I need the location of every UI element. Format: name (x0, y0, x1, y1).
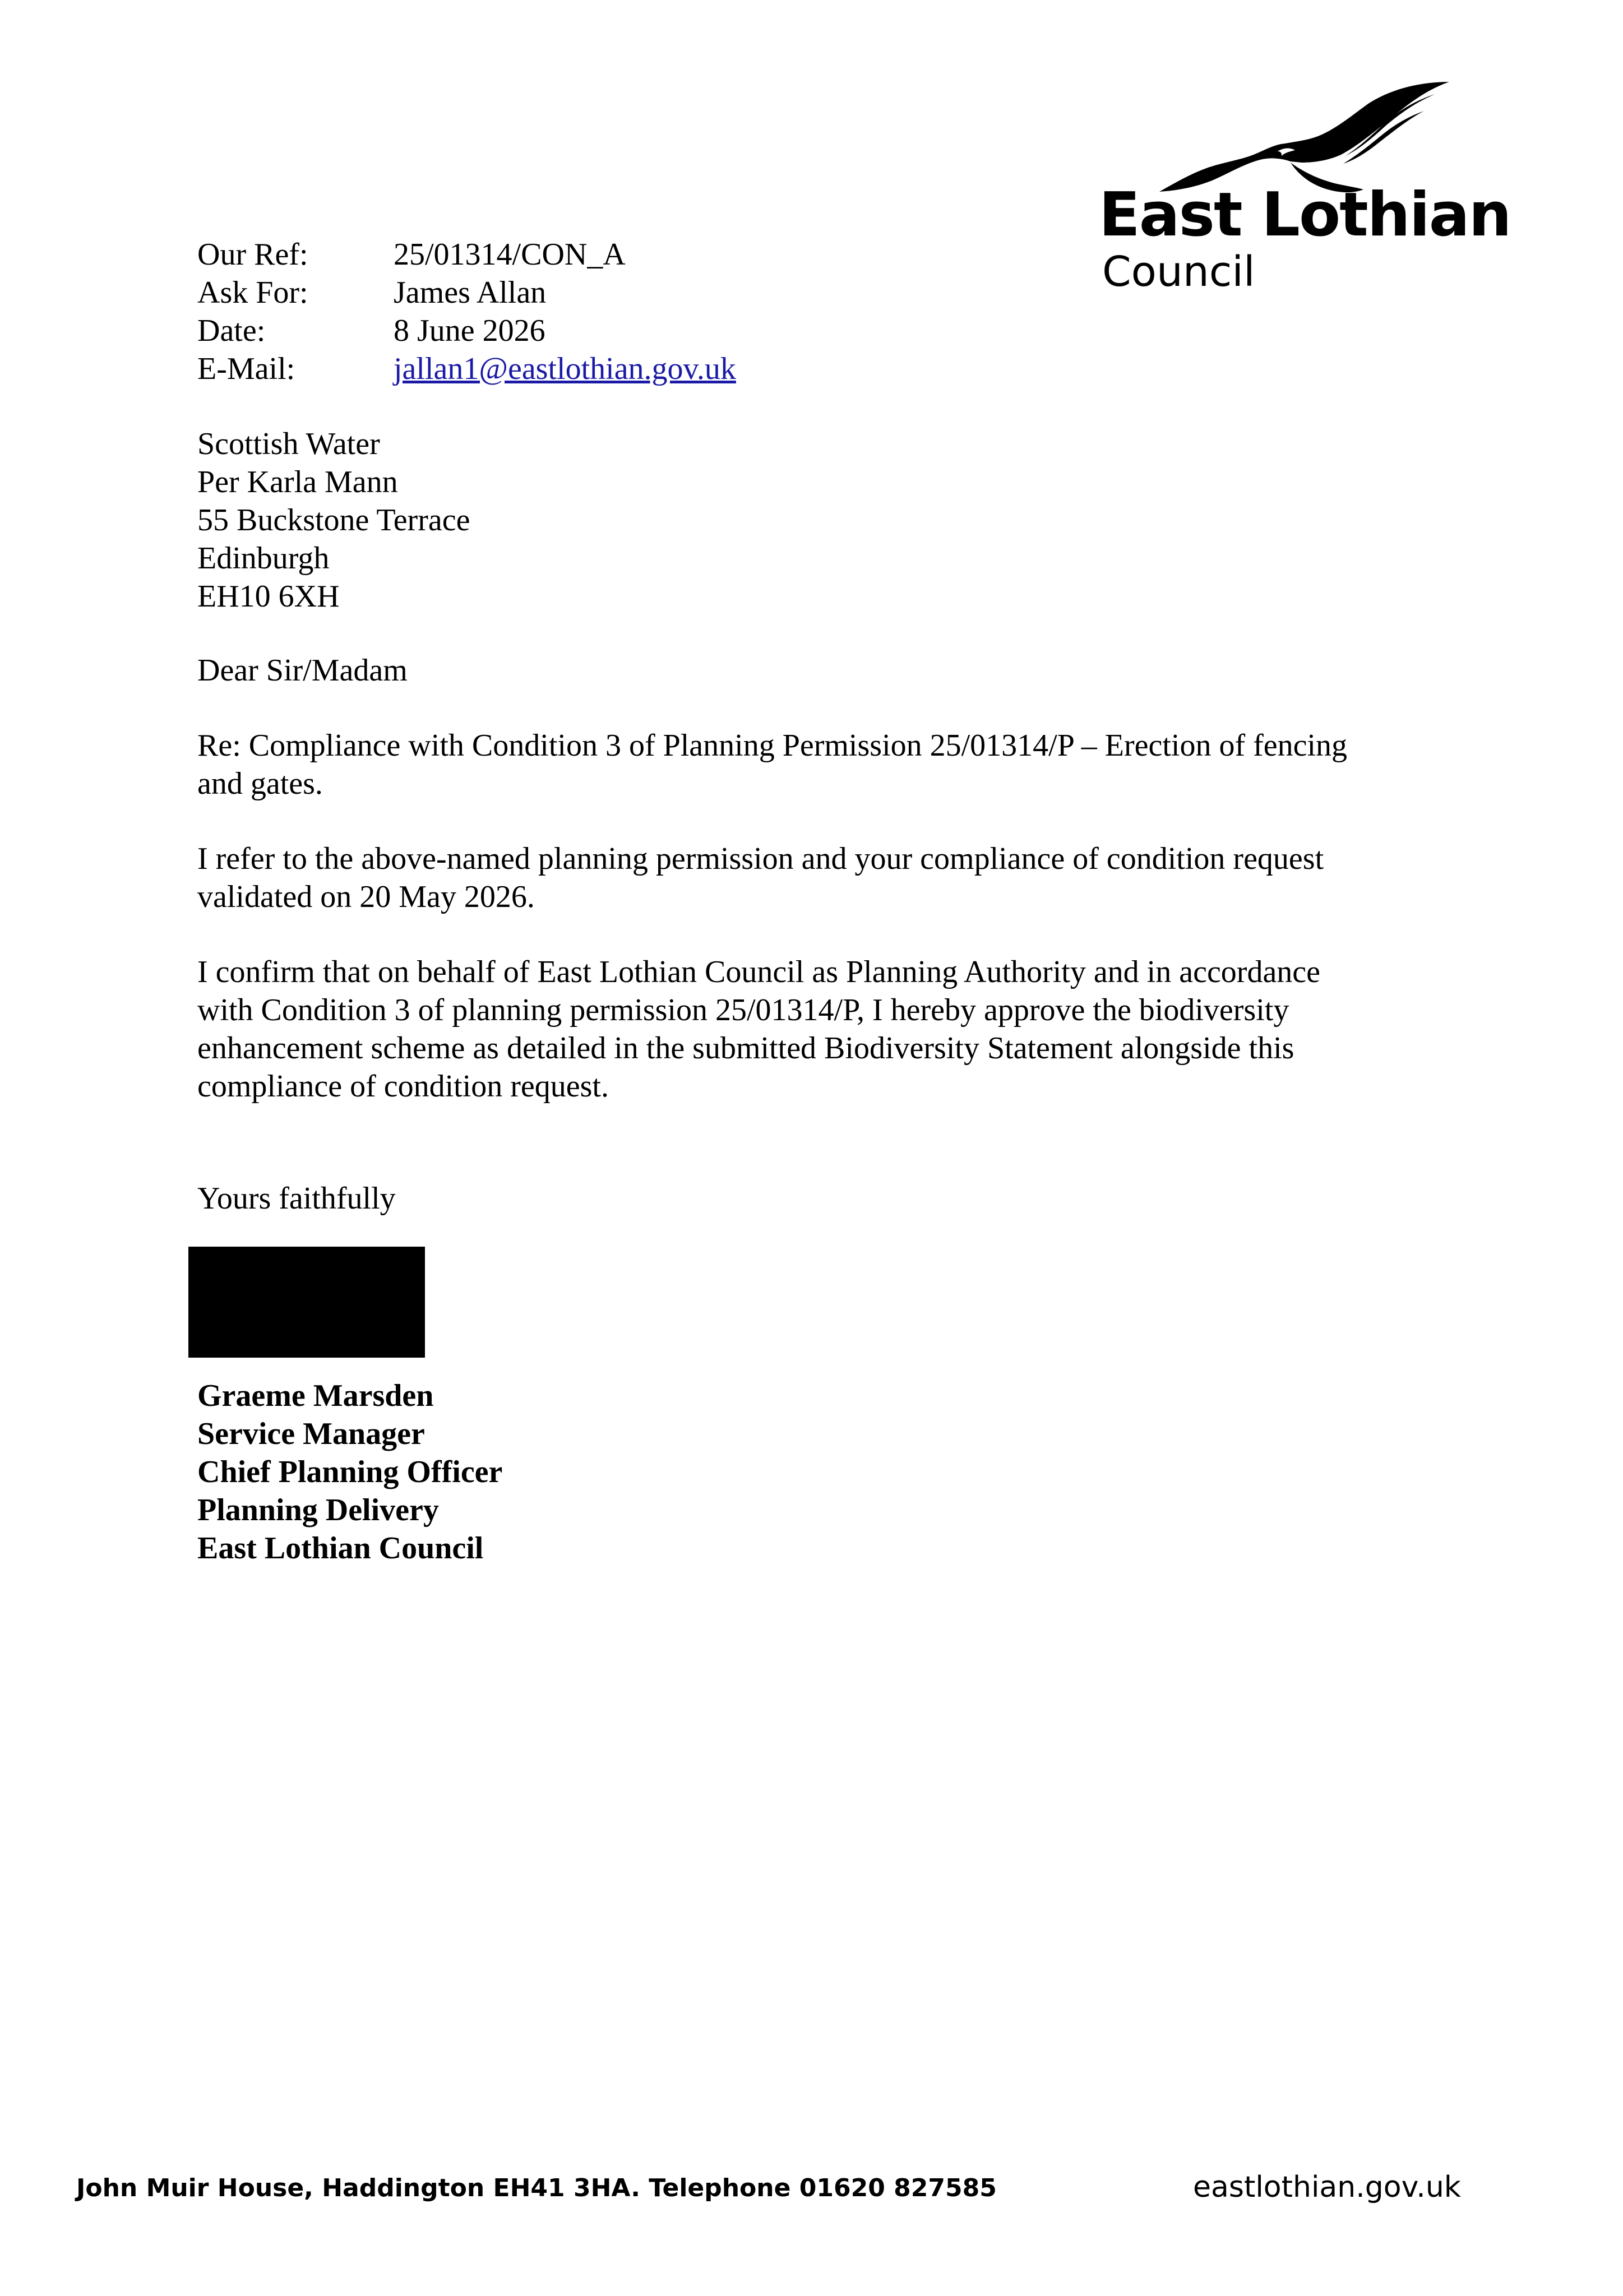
ask-for-label: Ask For: (197, 275, 308, 310)
email-link[interactable]: jallan1@eastlothian.gov.uk (394, 351, 736, 386)
our-ref-row (197, 235, 736, 274)
ask-for-value: James Allan (394, 275, 547, 310)
signature-block (197, 1377, 502, 1567)
subject-text: Re: Compliance with Condition 3 of Planning Permission 25/01314/P – Erection of fencing (197, 728, 1348, 763)
body-paragraph-2 (197, 953, 1459, 1105)
brand-name: East Lothian (1099, 180, 1511, 250)
recipient-address (197, 425, 1459, 615)
footer-address: John Muir House, Haddington EH41 3HA. Telephone 01620 827585 (76, 2174, 997, 2202)
paragraph-line: I refer to the above-named planning permission and your compliance of condition request (197, 841, 1324, 876)
address-line: EH10 6XH (197, 579, 340, 614)
date-label: Date: (197, 313, 266, 348)
signatory-title: Service Manager (197, 1417, 425, 1451)
body-paragraph-1 (197, 840, 1459, 916)
paragraph-line: with Condition 3 of planning permission 25/01314/P, I hereby approve the biodiversity (197, 993, 1289, 1027)
address-line: Edinburgh (197, 541, 330, 576)
address-line: Per Karla Mann (197, 465, 398, 499)
ask-for-row (197, 274, 736, 312)
signatory-department: Planning Delivery (197, 1493, 439, 1527)
subject-line (197, 726, 1459, 803)
email-row (197, 350, 736, 388)
reference-block (197, 235, 736, 388)
council-logo (1099, 73, 1525, 308)
date-row (197, 312, 736, 350)
our-ref-label: Our Ref: (197, 237, 308, 272)
redacted-signature (188, 1247, 425, 1358)
our-ref-value: 25/01314/CON_A (394, 237, 626, 272)
address-line: 55 Buckstone Terrace (197, 503, 470, 538)
address-line: Scottish Water (197, 427, 380, 461)
paragraph-line: compliance of condition request. (197, 1069, 609, 1104)
paragraph-line: I confirm that on behalf of East Lothian Council as Planning Authority and in accordance (197, 955, 1321, 989)
brand-subtitle: Council (1102, 248, 1255, 296)
paragraph-line: enhancement scheme as detailed in the submitted Biodiversity Statement alongside this (197, 1031, 1294, 1066)
salutation-text: Dear Sir/Madam (197, 653, 408, 688)
signatory-organisation: East Lothian Council (197, 1531, 484, 1566)
signatory-name: Graeme Marsden (197, 1378, 434, 1413)
paragraph-line: validated on 20 May 2026. (197, 879, 535, 914)
footer-website: eastlothian.gov.uk (1193, 2170, 1461, 2204)
date-value: 8 June 2026 (394, 313, 545, 348)
email-label: E-Mail: (197, 351, 295, 386)
closing-text: Yours faithfully (197, 1181, 396, 1216)
signatory-title: Chief Planning Officer (197, 1455, 503, 1489)
salutation (197, 651, 1459, 689)
closing (197, 1179, 1459, 1218)
subject-text: and gates. (197, 766, 323, 801)
